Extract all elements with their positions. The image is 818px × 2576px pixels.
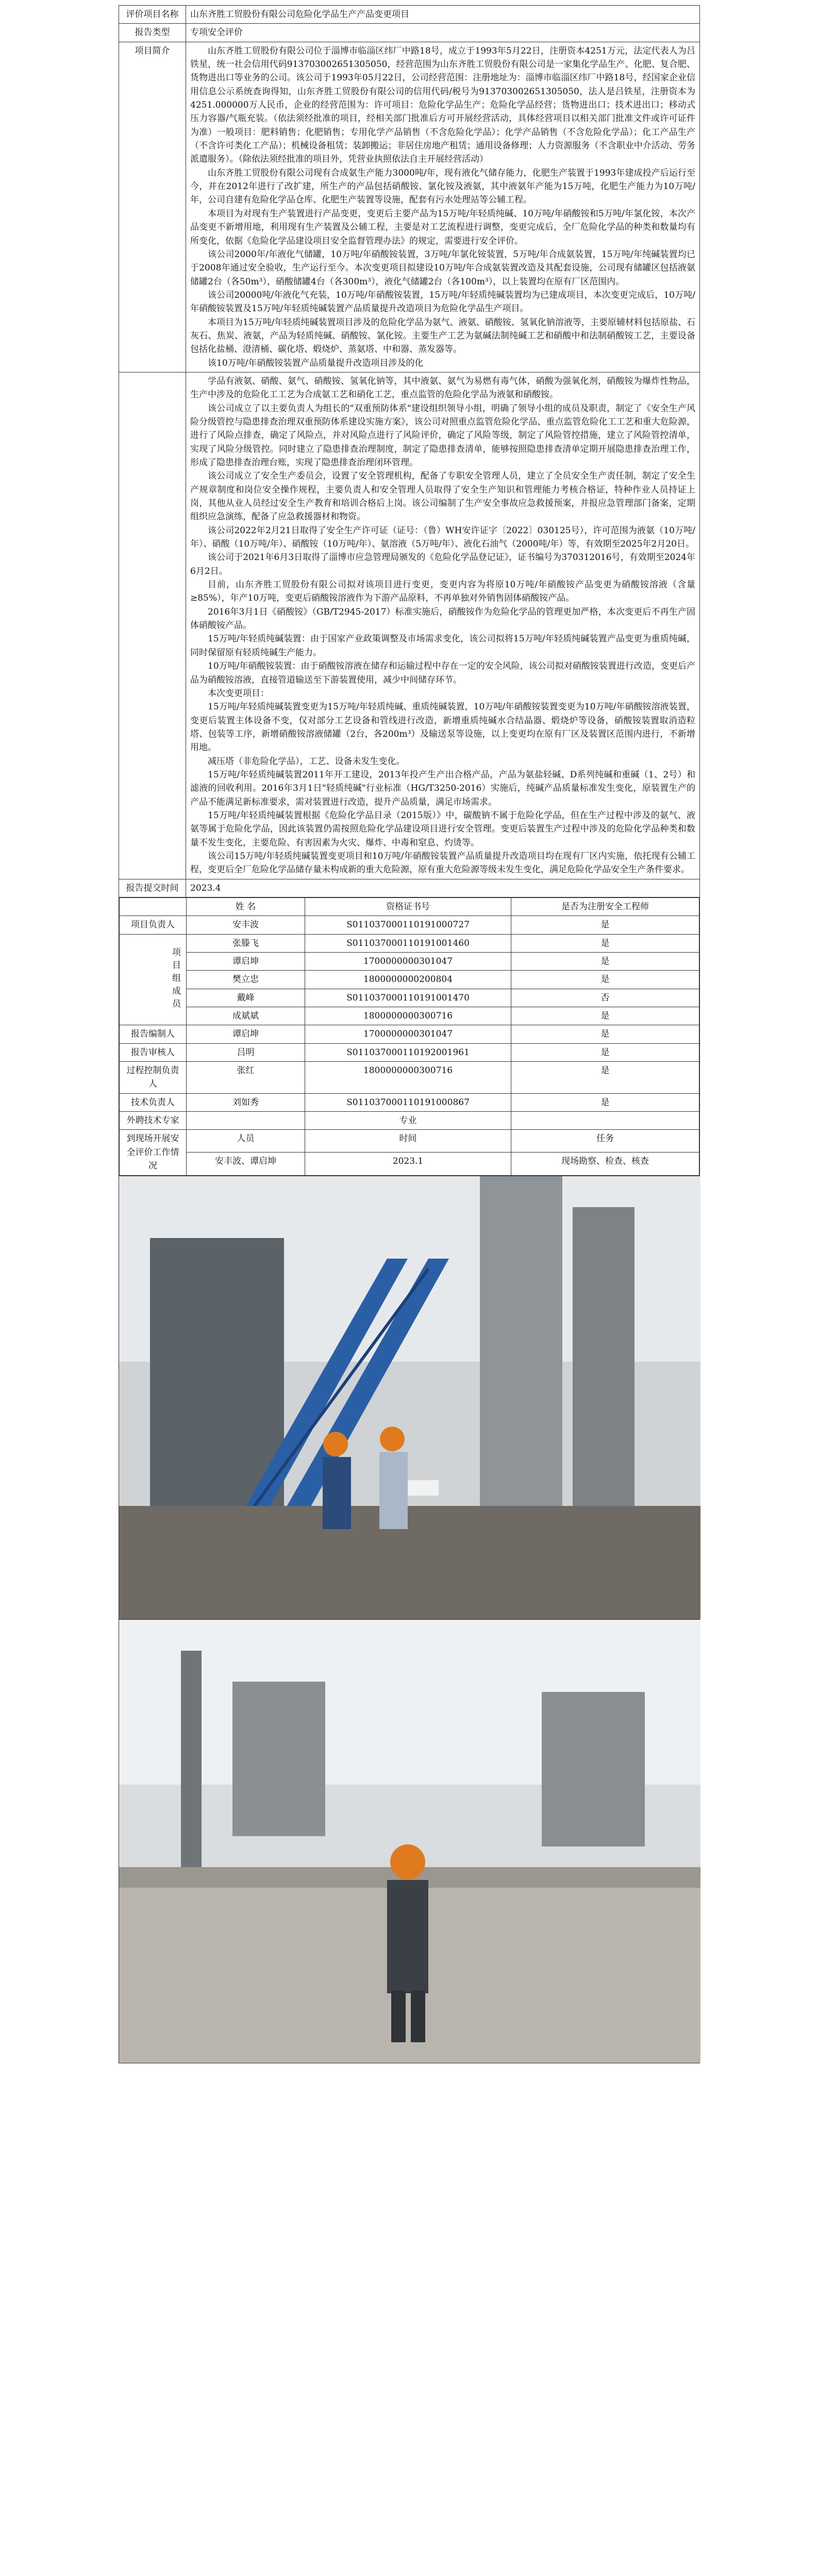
content-paragraph: 本次变更项目：: [208, 688, 269, 699]
content-cell: [186, 372, 700, 879]
team-cert: S011037000110191001460: [305, 934, 511, 952]
photo-illustration: [119, 1176, 700, 1619]
overview-cell: [186, 42, 700, 372]
content-paragraph: 15万吨/年轻质纯碱装置：由于国家产业政策调整及市场需求变化，该公司拟将15万吨/年轻质纯碱装置产品变更为重质纯碱，同时保留原有轻质纯碱生产能力。: [190, 634, 695, 658]
team-role: 过程控制负责人: [120, 1062, 187, 1094]
team-role: 报告编制人: [120, 1025, 187, 1043]
photo-cell-1: [119, 1176, 700, 1619]
team-reg: 是: [511, 971, 699, 989]
team-cert: 1700000000301047: [305, 953, 511, 971]
evaluation-report-page: [119, 5, 700, 2063]
team-cell: [119, 897, 700, 1176]
team-cert: 1800000000300716: [305, 1007, 511, 1025]
site-photo-person: [119, 1620, 700, 2063]
team-cert: 1700000000301047: [305, 1025, 511, 1043]
site-visit-header-cell: 任务: [511, 1130, 699, 1153]
team-reg: [511, 1112, 699, 1130]
team-cert: 1800000000200804: [305, 971, 511, 989]
team-name: 吕明: [187, 1043, 305, 1061]
overview-paragraph: 该公司20000吨/年液化气充装，10万吨/年硝酸铵装置，15万吨/年轻质纯碱装置均为已建成项目，本次变更完成后，10万吨/年硝酸铵装置及15万吨/年轻质纯碱装置产品质量提升改造项目为危险化学品生产项目。: [190, 290, 695, 314]
overview-paragraph: 山东齐胜工贸股份有限公司现有合成氨生产能力3000吨/年，现有液化气储存能力，化肥生产装置于1993年建成投产后运行至今，并在2012年进行了改扩建，所生产的产品包括硝酸铵、氯化铵及液氨，其中液氨年产能为15万吨，化肥生产能力为10万吨/年，公司自建有危险化学品仓库、化肥生产装置等设施，配套有污水处理站等公辅工程。: [190, 167, 695, 206]
content-paragraph: 该公司2022年2月21日取得了安全生产许可证（证号：（鲁）WH安许证字〔2022〕030125号），许可范围为液氨（10万吨/年）、硝酸（10万吨/年）、硝酸铵（10万吨/年）、氨溶液（5万吨/年）、液化石油气（2000吨/年）等，有效期至2025年2月20日。: [190, 525, 695, 550]
project-name-label: 评价项目名称: [119, 6, 186, 24]
team-role: 技术负责人: [120, 1093, 187, 1111]
team-reg: 是: [511, 1043, 699, 1061]
site-photo-staircase: [119, 1176, 700, 1619]
team-row: [120, 971, 699, 989]
team-row: [120, 1025, 699, 1043]
overview-paragraph: 山东齐胜工贸股份有限公司位于淄博市临淄区纬厂中路18号，成立于1993年5月22日，注册资本4251万元，法定代表人为吕铁星，统一社会信用代码913703002651305050，经营范围为山东齐胜工贸股份有限公司是一家集化学品生产、化肥、复合肥、货物进出口等业务的公司。该公司于1993年05月22日，公司经营范围：注册地址为：淄博市临淄区纬厂中路18号，经国家企业信用信息公示系统查询得知，山东齐胜工贸股份有限公司的信用代码/税号为913703002651305050，法人是吕铁星，注册资本为4251.000000万人民币，企业的经营范围为：许可项目：危险化学品生产；危险化学品经营；货物进出口；技术进出口；移动式压力容器/气瓶充装。（依法须经批准的项目，经相关部门批准后方可开展经营活动，具体经营项目以相关部门批准文件或许可证件为准）一般项目：肥料销售；化肥销售；专用化学产品销售（不含危险化学品）；化学产品销售（不含危险化学品）；化工产品生产（不含许可类化工产品）；机械设备租赁；装卸搬运；非居住房地产租赁；通用设备修理；人力资源服务（不含职业中介活动、劳务派遣服务）。（除依法须经批准的项目外，凭营业执照依法自主开展经营活动）: [190, 45, 695, 165]
overview-paragraph: 该公司2000年/年液化气储罐，10万吨/年硝酸铵装置，3万吨/年氯化铵装置，5万吨/年合成氨装置，15万吨/年纯碱装置均已于2008年通过安全验收，生产运行至今。本次变更项目拟建设10万吨/年合成氨装置改造及其配套设施，公司现有储罐区包括液氨储罐2台（各50m³），硝酸储罐4台（各300m³），液化气储罐2台（各100m³），以上装置均在原有厂区范围内。: [190, 249, 695, 287]
team-reg: 是: [511, 1007, 699, 1025]
team-name: 谭启坤: [187, 1025, 305, 1043]
team-name: 刘如秀: [187, 1093, 305, 1111]
site-visit-task: 现场勘察、检查、核查: [511, 1153, 699, 1175]
team-row: [120, 1093, 699, 1111]
content-paragraph: 该公司15万吨/年轻质纯碱装置变更项目和10万吨/年硝酸铵装置产品质量提升改造项目均在现有厂区内实施，依托现有公辅工程，变更后全厂危险化学品储存量未构成新的重大危险源，原有重大危险源等级未发生变化，满足危险化学品安全生产条件要求。: [190, 851, 695, 875]
overview-paragraph: 本项目为15万吨/年轻质纯碱装置项目涉及的危险化学品为氨气、液氨、硝酸铵、氢氧化钠溶液等，主要原辅材料包括原盐、石灰石、焦炭、液氨，产品为轻质纯碱、硝酸铵、氯化铵。主要生产工艺为氨碱法制纯碱工艺和硝酸中和法制硝酸铵工艺，主要设备包括化盐桶、澄清桶、碳化塔、煅烧炉、蒸氨塔、中和器、蒸发器等。: [190, 317, 695, 355]
content-blank-label: [119, 372, 186, 879]
team-header-row: [120, 898, 699, 916]
overview-paragraph: 该10万吨/年硝酸铵装置产品质量提升改造项目涉及的化: [208, 358, 424, 368]
team-row: [120, 953, 699, 971]
report-type-label: 报告类型: [119, 24, 186, 42]
content-paragraph: 15万吨/年轻质纯碱装置2011年开工建设，2013年投产生产出合格产品，产品为氨盐轻碱、D系列纯碱和重碱（1、2号）和滤液的回收利用。2016年3月1日"轻质纯碱"行业标准（HG/T3250-2016）实施后，纯碱产品质量标准发生变化，原装置生产的产品不能满足新标准要求，需对装置进行改造，提升产品质量，满足市场需求。: [190, 769, 695, 807]
team-name: 张红: [187, 1062, 305, 1094]
team-row: [120, 1112, 699, 1130]
content-paragraph: 学品有液氨、硝酸、氨气、硝酸铵、氢氧化钠等，其中液氨、氨气为易燃有毒气体，硝酸为强氧化剂，硝酸铵为爆炸性物品，生产中涉及的危险化工工艺为合成氨工艺和硝化工艺，重点监管的危险化学品为液氨和硝酸铵。: [190, 376, 695, 400]
team-row: [120, 989, 699, 1007]
site-visit-label: 到现场开展安全评价工作情况: [120, 1130, 187, 1175]
overview-label: 项目简介: [119, 42, 186, 372]
team-reg: 是: [511, 953, 699, 971]
site-visit-header-cell: 时间: [305, 1130, 511, 1153]
team-name: 谭启坤: [187, 953, 305, 971]
team-cert: 1800000000300716: [305, 1062, 511, 1094]
project-name-value: 山东齐胜工贸股份有限公司危险化学品生产产品变更项目: [186, 6, 700, 24]
team-table: [119, 897, 699, 1176]
team-reg: 是: [511, 934, 699, 952]
content-paragraph: 2016年3月1日《硝酸铵》（GB/T2945-2017）标准实施后，硝酸铵作为危险化学品的管理更加严格，本次变更后不再生产固体硝酸铵产品。: [190, 606, 695, 631]
team-name: 成斌斌: [187, 1007, 305, 1025]
team-cert: S011037000110191001470: [305, 989, 511, 1007]
content-paragraph: 10万吨/年硝酸铵装置：由于硝酸铵溶液在储存和运输过程中存在一定的安全风险，该公司拟对硝酸铵装置进行改造，变更后产品为硝酸铵溶液，直接管道输送至下游装置使用，减少中间储存环节。: [190, 661, 695, 685]
site-visit-people: 安丰波、谭启坤: [187, 1153, 305, 1175]
team-name: 樊立忠: [187, 971, 305, 989]
content-paragraph: 目前，山东齐胜工贸股份有限公司拟对该项目进行变更，变更内容为将原10万吨/年硝酸铵产品变更为硝酸铵溶液（含量≥85%），年产10万吨，变更后硝酸铵溶液作为下游产品原料，不再单独对外销售固体硝酸铵产品。: [190, 580, 695, 604]
team-reg: 是: [511, 1062, 699, 1094]
date-label: 报告提交时间: [119, 879, 186, 897]
team-role: 项目负责人: [120, 916, 187, 934]
team-header-cell: 资格证书号: [305, 898, 511, 916]
project-info-table: [119, 5, 700, 2063]
team-row: [120, 916, 699, 934]
team-role: 外聘技术专家: [120, 1112, 187, 1130]
overview-paragraph: 本项目为对现有生产装置进行产品变更，变更后主要产品为15万吨/年轻质纯碱、10万吨/年硝酸铵和5万吨/年氯化铵，本次产品变更不新增用地，利用现有生产装置及公辅工程，主要是对工艺流程进行调整，变更完成后，全厂危险化学品的种类和数量均有所变化，依据《危险化学品建设项目安全监督管理办法》的规定，需要进行安全评价。: [190, 208, 695, 246]
team-header-cell: 姓 名: [187, 898, 305, 916]
team-header-cell: [120, 898, 187, 916]
content-paragraph: 减压塔（非危险化学品），工艺、设备未发生变化。: [208, 756, 405, 767]
content-paragraph: 15万吨/年轻质纯碱装置根据《危险化学品目录（2015版）》中，碳酸钠不属于危险化学品，但在生产过程中涉及的氨气、液氨等属于危险化学品，因此该装置仍需按照危险化学品建设项目进行安全管理。变更后装置生产过程中涉及的危险化学品种类和数量不发生变化，主要危险、有害因素为火灾、爆炸、中毒和窒息、灼烫等。: [190, 810, 695, 848]
team-cert: S011037000110191000727: [305, 916, 511, 934]
team-reg: 是: [511, 1093, 699, 1111]
photo-illustration: [119, 1620, 700, 2063]
report-type-value: 专项安全评价: [186, 24, 700, 42]
site-visit-header-row: [120, 1130, 699, 1153]
team-row: [120, 1062, 699, 1094]
site-visit-time: 2023.1: [305, 1153, 511, 1175]
team-name: 戴峰: [187, 989, 305, 1007]
team-row: [120, 1043, 699, 1061]
team-cert: 专业: [305, 1112, 511, 1130]
team-name: [187, 1112, 305, 1130]
photo-cell-2: [119, 1619, 700, 2063]
site-visit-row: [120, 1153, 699, 1175]
date-value: 2023.4: [186, 879, 700, 897]
team-row: [120, 934, 699, 952]
team-name: 安丰波: [187, 916, 305, 934]
team-name: 张滕飞: [187, 934, 305, 952]
team-cert: S011037000110191000867: [305, 1093, 511, 1111]
team-header-cell: 是否为注册安全工程师: [511, 898, 699, 916]
site-visit-header-cell: 人员: [187, 1130, 305, 1153]
team-role: 报告审核人: [120, 1043, 187, 1061]
team-reg: 是: [511, 1025, 699, 1043]
content-paragraph: 该公司成立了安全生产委员会，设置了安全管理机构，配备了专职安全管理人员，建立了全员安全生产责任制，制定了安全生产规章制度和岗位安全操作规程，主要负责人和安全管理人员取得了安全生产知识和管理能力考核合格证，特种作业人员持证上岗，其他从业人员经过安全生产教育和培训合格后上岗。该公司编制了生产安全事故应急救援预案，并报应急管理部门备案，定期组织应急演练，配备了应急救援器材和物资。: [190, 471, 695, 522]
team-row: [120, 1007, 699, 1025]
team-role: 项目组成员: [120, 934, 187, 1025]
team-cert: S011037000110192001961: [305, 1043, 511, 1061]
content-paragraph: 该公司成立了以主要负责人为组长的"双重预防体系"建设组织领导小组，明确了领导小组的成员及职责，制定了《安全生产风险分级管控与隐患排查治理双重预防体系建设实施方案》，该公司对照重点监管危险化学品、重点监管危险化工工艺和重大危险源，进行了风险点排查，确定了风险点，并对风险点进行了风险评价，确定了风险等级，制定了风险管控措施，建立了风险管控清单，实现了风险分级管控。同时建立了隐患排查治理制度，制定了隐患排查清单，能够按照隐患排查清单定期开展隐患排查治理工作，形成了隐患排查治理台账，实现了隐患排查治理闭环管理。: [190, 403, 695, 468]
content-paragraph: 该公司于2021年6月3日取得了淄博市应急管理局颁发的《危险化学品登记证》，证书编号为370312016号，有效期至2024年6月2日。: [190, 552, 695, 577]
team-reg: 否: [511, 989, 699, 1007]
team-reg: 是: [511, 916, 699, 934]
content-paragraph: 15万吨/年轻质纯碱装置变更为15万吨/年轻质纯碱、重质纯碱装置，10万吨/年硝酸铵装置变更为10万吨/年硝酸铵溶液装置，变更后装置主体设备不变，仅对部分工艺设备和管线进行改造，新增重质纯碱水合结晶器、煅烧炉等设备，硝酸铵装置取消造粒塔、包装等工序，新增硝酸铵溶液储罐（2台，各200m³）及输送泵等设施，以上变更均在原有厂区及装置区范围内进行，不新增用地。: [190, 702, 695, 753]
